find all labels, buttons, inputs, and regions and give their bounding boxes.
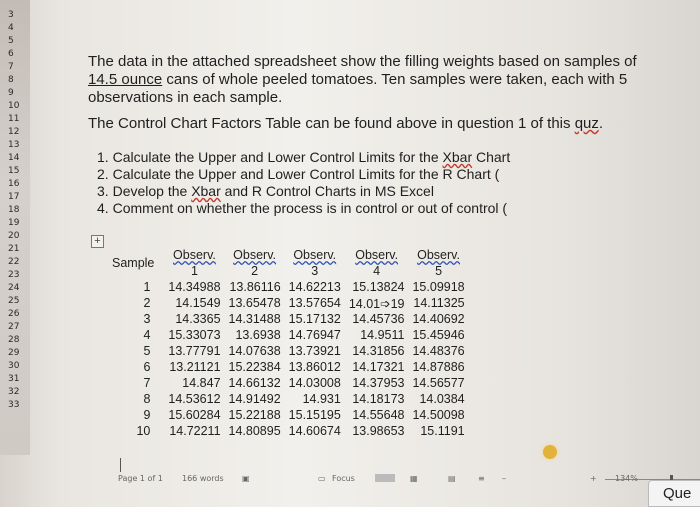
- ruler-row-20: 20: [8, 231, 20, 241]
- ruler-row-19: 19: [8, 218, 20, 228]
- proofing-icon[interactable]: ▣: [242, 474, 250, 483]
- focus-button[interactable]: Focus: [332, 474, 355, 483]
- observation-cell: 14.56577: [412, 376, 465, 390]
- observation-cell: 15.15195: [288, 408, 341, 422]
- observation-cell: 14.07638: [228, 344, 281, 358]
- observ-header-4: Observ.: [355, 248, 399, 262]
- ruler-row-31: 31: [8, 374, 20, 384]
- observation-cell: 13.98653: [352, 424, 405, 438]
- task-text: Comment on whether the process is in control or out of control (: [112, 200, 508, 216]
- task-text: Calculate the Upper and Lower Control Limits for the: [112, 149, 443, 165]
- ruler-row-7: 7: [8, 62, 14, 72]
- task-text: Develop the: [112, 183, 192, 199]
- ruler-row-5: 5: [8, 36, 14, 46]
- ruler-row-13: 13: [8, 140, 20, 150]
- zoom-level[interactable]: 134%: [615, 474, 638, 483]
- unit-link: 14.5 ounce: [88, 71, 163, 88]
- observation-cell: 14.01➩19: [348, 296, 405, 311]
- observation-cell: 14.34988: [168, 280, 221, 294]
- observation-cell: 15.22188: [228, 408, 281, 422]
- web-layout-icon[interactable]: ▤: [448, 474, 456, 483]
- observation-cell: 14.3365: [175, 312, 221, 326]
- observ-header-1: Observ.: [173, 248, 216, 262]
- data-table: [108, 247, 469, 439]
- table-row: [108, 391, 469, 407]
- task-number: 2.: [97, 166, 113, 182]
- observation-cell: 14.66132: [228, 376, 281, 390]
- table-row: [108, 343, 469, 359]
- task-text-end: Chart: [472, 149, 511, 165]
- task-number: 1.: [97, 149, 113, 165]
- ruler-row-32: 32: [8, 387, 20, 397]
- intro-line-3: observations in each sample.: [88, 89, 283, 106]
- observation-cell: 13.65478: [228, 296, 281, 310]
- task-term: Xbar: [442, 149, 473, 165]
- table-row: [108, 327, 469, 343]
- ruler-row-8: 8: [8, 75, 14, 85]
- sample-index: 7: [143, 376, 151, 390]
- word-count[interactable]: 166 words: [182, 474, 224, 483]
- observ-num-5: 5: [435, 264, 443, 278]
- sample-index: 9: [143, 408, 151, 422]
- observation-cell: 15.22384: [228, 360, 281, 374]
- intro-line-4-a: The Control Chart Factors Table can be found above in question 1 of this: [88, 115, 575, 132]
- table-row: [108, 423, 469, 439]
- ruler-row-22: 22: [8, 257, 20, 267]
- table-row: [108, 407, 469, 423]
- sample-index: 8: [143, 392, 151, 406]
- ruler-row-18: 18: [8, 205, 20, 215]
- task-text-end: and R Control Charts in MS Excel: [220, 183, 434, 199]
- zoom-out-icon[interactable]: –: [502, 474, 506, 483]
- ruler-row-9: 9: [8, 88, 14, 98]
- observation-cell: 14.53612: [168, 392, 221, 406]
- ruler-row-15: 15: [8, 166, 20, 176]
- table-row: [108, 279, 469, 295]
- ruler-row-16: 16: [8, 179, 20, 189]
- ruler-row-25: 25: [8, 296, 20, 306]
- sample-index: 1: [143, 280, 151, 294]
- observation-cell: 13.86012: [288, 360, 341, 374]
- observation-cell: 14.931: [302, 392, 341, 406]
- task-term: Xbar: [191, 183, 221, 199]
- observation-cell: 14.76947: [288, 328, 341, 342]
- observ-num-2: 2: [251, 264, 259, 278]
- observation-cell: 13.86116: [229, 280, 281, 294]
- observ-header-5: Observ.: [417, 248, 460, 262]
- observation-cell: 14.87886: [412, 360, 465, 374]
- task-number: 4.: [97, 200, 113, 216]
- status-bar: [110, 470, 700, 488]
- table-row: [108, 375, 469, 391]
- table-row: [108, 359, 469, 375]
- ruler-row-24: 24: [8, 283, 20, 293]
- sample-index: 2: [143, 296, 151, 310]
- intro-line-1: The data in the attached spreadsheet show the filling weights based on samples of: [88, 53, 637, 70]
- ruler-row-29: 29: [8, 348, 20, 358]
- sample-index: 6: [143, 360, 151, 374]
- ruler-row-11: 11: [8, 114, 20, 124]
- observation-cell: 13.6938: [235, 328, 281, 342]
- ruler-row-6: 6: [8, 49, 14, 59]
- observation-cell: 13.73921: [288, 344, 341, 358]
- observation-cell: 15.45946: [412, 328, 465, 342]
- observation-cell: 15.1191: [420, 424, 465, 438]
- observation-cell: 14.11325: [413, 296, 465, 310]
- vertical-ruler: [0, 0, 30, 455]
- ruler-row-28: 28: [8, 335, 20, 345]
- observation-cell: 13.21121: [169, 360, 221, 374]
- sample-index: 3: [143, 312, 151, 326]
- observation-cell: 14.0384: [419, 392, 465, 406]
- outline-icon[interactable]: ≡: [478, 474, 485, 483]
- observation-cell: 14.50098: [412, 408, 465, 422]
- ruler-row-10: 10: [8, 101, 20, 111]
- table-move-handle[interactable]: +: [91, 235, 104, 248]
- zoom-in-icon[interactable]: +: [590, 474, 597, 483]
- observation-cell: 13.77791: [168, 344, 221, 358]
- observation-cell: 14.31856: [352, 344, 405, 358]
- view-mode-print[interactable]: [375, 474, 395, 482]
- observ-header-3: Observ.: [293, 248, 337, 262]
- observation-cell: 14.1549: [175, 296, 221, 310]
- ruler-row-4: 4: [8, 23, 14, 33]
- observation-cell: 14.18173: [352, 392, 405, 406]
- observation-cell: 14.847: [182, 376, 221, 390]
- observation-cell: 14.91492: [228, 392, 281, 406]
- observation-cell: 15.17132: [288, 312, 341, 326]
- observation-cell: 14.72211: [169, 424, 221, 438]
- ruler-row-17: 17: [8, 192, 20, 202]
- observation-cell: 14.40692: [412, 312, 465, 326]
- observation-cell: 14.60674: [288, 424, 341, 438]
- intro-line-2-rest: cans of whole peeled tomatoes. Ten samples were taken, each with 5: [162, 71, 628, 88]
- ruler-row-33: 33: [8, 400, 20, 410]
- observation-cell: 15.60284: [168, 408, 221, 422]
- sample-index: 4: [143, 328, 151, 342]
- intro-line-2: [88, 70, 627, 89]
- intro-line-4: [88, 114, 603, 133]
- brightness-icon: [543, 445, 557, 459]
- observation-cell: 15.13824: [352, 280, 405, 294]
- ruler-row-3: 3: [8, 10, 14, 20]
- misspelled-word: quz: [574, 115, 599, 132]
- observation-cell: 14.03008: [288, 376, 341, 390]
- table-row: [108, 295, 469, 311]
- header-row: [108, 247, 469, 263]
- ruler-row-26: 26: [8, 309, 20, 319]
- observ-num-1: 1: [190, 264, 198, 278]
- focus-icon[interactable]: ▭: [318, 474, 326, 483]
- task-number: 3.: [97, 183, 113, 199]
- observ-num-4: 4: [373, 264, 381, 278]
- observation-cell: 14.80895: [228, 424, 281, 438]
- task-text: Calculate the Upper and Lower Control Limits for the R Chart (: [112, 166, 500, 182]
- question-tab[interactable]: Que: [648, 480, 700, 507]
- observation-cell: 14.62213: [288, 280, 341, 294]
- ruler-row-14: 14: [8, 153, 20, 163]
- observation-cell: 14.37953: [352, 376, 405, 390]
- ruler-row-12: 12: [8, 127, 20, 137]
- observ-header-2: Observ.: [233, 248, 277, 262]
- page-count[interactable]: Page 1 of 1: [118, 474, 163, 483]
- view-mode-icon[interactable]: ▦: [410, 474, 418, 483]
- observation-cell: 14.17321: [352, 360, 405, 374]
- observation-cell: 14.45736: [352, 312, 405, 326]
- observation-cell: 15.09918: [412, 280, 465, 294]
- intro-line-4-c: .: [598, 115, 604, 132]
- sample-index: 10: [136, 424, 151, 438]
- ruler-row-30: 30: [8, 361, 20, 371]
- observation-cell: 14.55648: [352, 408, 405, 422]
- observation-cell: 14.9511: [360, 328, 405, 342]
- ruler-row-23: 23: [8, 270, 20, 280]
- table-row: [108, 311, 469, 327]
- sample-index: 5: [143, 344, 151, 358]
- observation-cell: 13.57654: [288, 296, 341, 310]
- observation-cell: 14.48376: [412, 344, 465, 358]
- observation-cell: 15.33073: [168, 328, 221, 342]
- sample-header: Sample: [112, 256, 155, 270]
- observ-num-3: 3: [311, 264, 319, 278]
- task-item: [97, 199, 507, 218]
- observation-cell: 14.31488: [228, 312, 281, 326]
- ruler-row-27: 27: [8, 322, 20, 332]
- ruler-row-21: 21: [8, 244, 20, 254]
